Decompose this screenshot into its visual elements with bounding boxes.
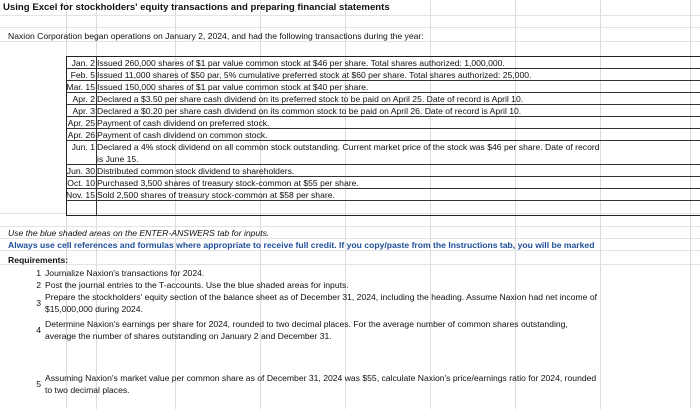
transaction-date: Jun. 1 (71, 142, 95, 152)
transaction-description: Sold 2,500 shares of treasury stock-common at $58 per share. (97, 190, 335, 200)
transaction-date: Apr. 26 (67, 130, 95, 140)
requirement-text: Determine Naxion's earnings per share for 2024, rounded to two decimal places. For the average number of common shares outstanding, (45, 319, 568, 329)
transaction-date: Apr. 25 (67, 118, 95, 128)
transaction-date: Feb. 5 (70, 70, 95, 80)
intro-text: Naxion Corporation began operations on January 2, 2024, and had the following transactions during the year: (8, 31, 424, 41)
transaction-date: Jun. 30 (66, 166, 95, 176)
transaction-date: Nov. 15 (66, 190, 95, 200)
requirement-number: 4 (36, 325, 41, 335)
transaction-description: Distributed common stock dividend to shareholders. (97, 166, 295, 176)
requirements-heading: Requirements: (8, 255, 69, 265)
requirement-number: 1 (36, 268, 41, 278)
transaction-date: Apr. 3 (72, 106, 95, 116)
requirement-number: 3 (36, 298, 41, 308)
requirement-text-continued: to two decimal places. (45, 385, 130, 395)
requirement-number: 5 (36, 379, 41, 389)
transaction-description: Declared a $0.20 per share cash dividend on its common stock to be paid on April 26. Date of record is April 10. (97, 106, 522, 116)
transaction-date: Mar. 15 (66, 82, 95, 92)
transaction-description: Issued 11,000 shares of $50 par, 5% cumulative preferred stock at $60 per share. Total shares authorized: 25,000. (97, 70, 532, 80)
requirement-text-continued: average the number of shares outstanding on January 2 and December 31. (45, 331, 332, 341)
requirement-text: Journalize Naxion's transactions for 2024. (45, 268, 205, 278)
transaction-description: Issued 260,000 shares of $1 par value common stock at $46 per share. Total shares authorized: 1,000,000. (97, 58, 505, 68)
transaction-description: Payment of cash dividend on preferred stock. (97, 118, 270, 128)
requirement-number: 2 (36, 280, 41, 290)
page-title: Using Excel for stockholders' equity transactions and preparing financial statements (3, 2, 390, 13)
transaction-date: Oct. 10 (67, 178, 95, 188)
credit-warning: Always use cell references and formulas where appropriate to receive full credit. If you copy/paste from the Instructions tab, you will be marked (8, 240, 595, 250)
transaction-description: Purchased 3,500 shares of treasury stock-common at $55 per share. (97, 178, 359, 188)
transaction-date: Jan. 2 (71, 58, 95, 68)
requirement-text: Post the journal entries to the T-accounts. Use the blue shaded areas for inputs. (45, 280, 349, 290)
transaction-description: Declared a 4% stock dividend on all common stock outstanding. Current market price of the stock was $46 per share. Date of record (97, 142, 600, 152)
input-instruction: Use the blue shaded areas on the ENTER-ANSWERS tab for inputs. (8, 228, 270, 238)
requirement-text: Prepare the stockholders' equity section of the balance sheet as of December 31, 2024, including the heading. Assume Naxion had net income of (45, 292, 597, 302)
transaction-description: Declared a $3.50 per share cash dividend on its preferred stock to be paid on April 25. Date of record is April 10. (97, 94, 524, 104)
requirement-text-continued: $15,000,000 during 2024. (45, 304, 143, 314)
transaction-description-continued: is June 15. (97, 154, 139, 164)
transaction-description: Issued 150,000 shares of $1 par value common stock at $40 per share. (97, 82, 369, 92)
requirement-text: Assuming Naxion's market value per common share as of December 31, 2024 was $55, calculate Naxion's price/earnings ratio for 2024, rounded (45, 373, 597, 383)
transaction-date: Apr. 2 (72, 94, 95, 104)
transaction-description: Payment of cash dividend on common stock. (97, 130, 268, 140)
